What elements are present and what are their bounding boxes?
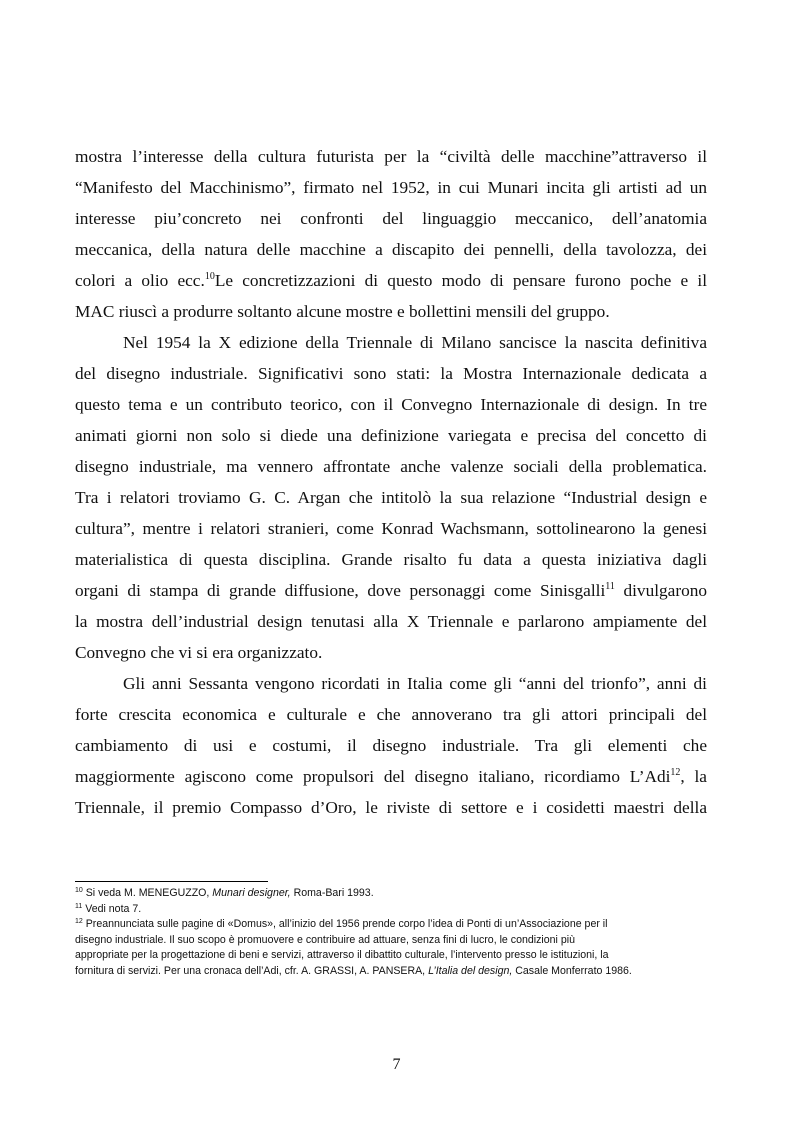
text-line: disegno industriale, ma vennero affrontate anche valenze sociali della problematica. (75, 457, 707, 476)
page-number: 7 (392, 1056, 401, 1073)
footnote-12-cont: appropriate per la progettazione di beni e servizi, attraverso il dibattito culturale, l’intervento presso le istituzioni, la (75, 949, 609, 961)
text-line: del disegno industriale. Significativi sono stati: la Mostra Internazionale dedicata a (75, 364, 707, 383)
text-line: colori a olio ecc.$^{10}$Le concretizzazioni di questo modo di pensare furono poche e il (75, 271, 708, 290)
footnote-separator (75, 881, 268, 882)
text-line: “Manifesto del Macchinismo”, firmato nel 1952, in cui Munari incita gli artisti ad un (75, 178, 707, 197)
text-line: materialistica di questa disciplina. Grande risalto fu data a questa iniziativa dagli (75, 550, 707, 569)
footnote-10: $^{10}$ Si veda M. MENEGUZZO, Munari designer, Roma-Bari 1993. (75, 887, 374, 899)
text-line: animati giorni non solo si diede una definizione variegata e precisa del concetto di (75, 426, 707, 445)
text-line: maggiormente agiscono come propulsori del disegno italiano, ricordiamo L’Adi$^{12}$, la (75, 767, 707, 786)
footnotes (75, 886, 715, 979)
text-line: la mostra dell’industrial design tenutasi alla X Triennale e parlarono ampiamente del (75, 612, 707, 631)
text-line: forte crescita economica e culturale e che annoverano tra gli attori principali del (75, 705, 707, 724)
footnote-ref-12: 12 (670, 767, 681, 778)
text-line: Convegno che vi si era organizzato. (75, 643, 323, 662)
text-line: interesse piu’concreto nei confronti del linguaggio meccanico, dell’anatomia (75, 209, 707, 228)
text-line: questo tema e un contributo teorico, con il Convegno Internazionale di design. In tre (75, 395, 707, 414)
body-text (75, 141, 707, 823)
text-line: organi di stampa di grande diffusione, dove personaggi come Sinisgalli$^{11}$ divulgarono (75, 581, 707, 600)
footnote-ref-11: 11 (605, 581, 615, 592)
footnote-ref-10: 10 (204, 271, 215, 282)
footnote-12-cont: fornitura di servizi. Per una cronaca dell’Adi, cfr. A. GRASSI, A. PANSERA, L’Italia del design, Casale Monferrato 1986. (75, 964, 632, 977)
text-line: meccanica, della natura delle macchine a discapito dei pennelli, della tavolozza, dei (75, 240, 707, 259)
text-line: Triennale, il premio Compasso d’Oro, le riviste di settore e i cosidetti maestri della (75, 798, 707, 817)
text-line: cultura”, mentre i relatori stranieri, come Konrad Wachsmann, sottolinearono la genesi (75, 519, 707, 538)
text-line: cambiamento di usi e costumi, il disegno industriale. Tra gli elementi che (75, 736, 707, 755)
text-line: Gli anni Sessanta vengono ricordati in Italia come gli “anni del trionfo”, anni di (123, 674, 707, 693)
footnote-12: $^{12}$ Preannunciata sulle pagine di «Domus», all’inizio del 1956 prende corpo l’idea di Ponti di un’Associazione per il (75, 918, 608, 930)
text-line: Tra i relatori troviamo G. C. Argan che intitolò la sua relazione “Industrial design e (75, 488, 707, 507)
text-line: MAC riuscì a produrre soltanto alcune mostre e bollettini mensili del gruppo. (75, 302, 610, 321)
footnote-11: $^{11}$ Vedi nota 7. (75, 902, 142, 915)
text-line: Nel 1954 la X edizione della Triennale di Milano sancisce la nascita definitiva (123, 333, 707, 352)
text-line: mostra l’interesse della cultura futurista per la “civiltà delle macchine”attraverso il (75, 147, 707, 166)
footnote-12-cont: disegno industriale. Il suo scopo è promuovere e contribuire ad attuare, senza fini di lucro, le condizioni più (75, 933, 575, 946)
